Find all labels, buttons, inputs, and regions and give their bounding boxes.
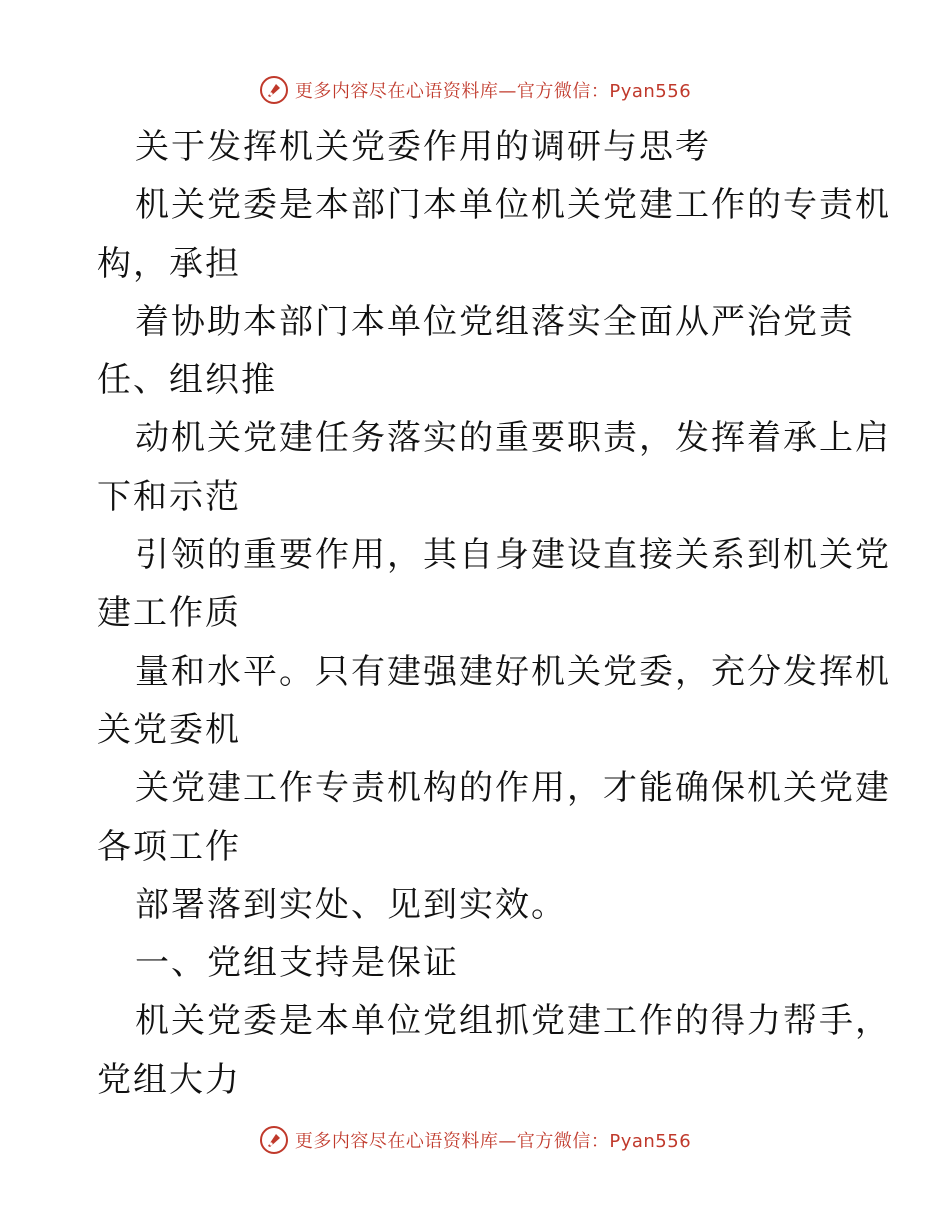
- document-line: 机关党委是本单位党组抓党建工作的得力帮手，: [135, 1001, 891, 1042]
- pen-nib-logo-icon: [259, 1125, 289, 1155]
- document-body: [97, 118, 891, 1109]
- document-line: 引领的重要作用，其自身建设直接关系到机关党: [135, 535, 891, 576]
- document-line: 各项工作: [97, 826, 241, 867]
- document-line: 构，承担: [97, 243, 241, 284]
- document-line: 建工作质: [97, 593, 241, 634]
- pen-nib-logo-icon: [259, 75, 289, 105]
- document-line: 关党委机: [97, 709, 241, 750]
- document-line: 党组大力: [97, 1059, 241, 1100]
- document-line: 下和示范: [97, 476, 241, 517]
- document-line: 着协助本部门本单位党组落实全面从严治党责: [135, 301, 855, 342]
- watermark-text: 更多内容尽在心语资料库—官方微信：Pyan556: [294, 1131, 692, 1152]
- document-line: 量和水平。只有建强建好机关党委，充分发挥机: [135, 651, 891, 692]
- document-line: 一、党组支持是保证: [135, 943, 459, 984]
- watermark-text: 更多内容尽在心语资料库—官方微信：Pyan556: [294, 81, 692, 102]
- document-line: 机关党委是本部门本单位机关党建工作的专责机: [135, 185, 891, 226]
- document-line: 动机关党建任务落实的重要职责，发挥着承上启: [135, 418, 891, 459]
- document-line: 任、组织推: [97, 360, 277, 401]
- document-line: 关于发挥机关党委作用的调研与思考: [135, 127, 711, 167]
- document-line: 部署落到实处、见到实效。: [135, 884, 567, 925]
- footer-watermark: [0, 1122, 950, 1158]
- header-watermark: [0, 72, 950, 108]
- document-line: 关党建工作专责机构的作用，才能确保机关党建: [135, 768, 891, 809]
